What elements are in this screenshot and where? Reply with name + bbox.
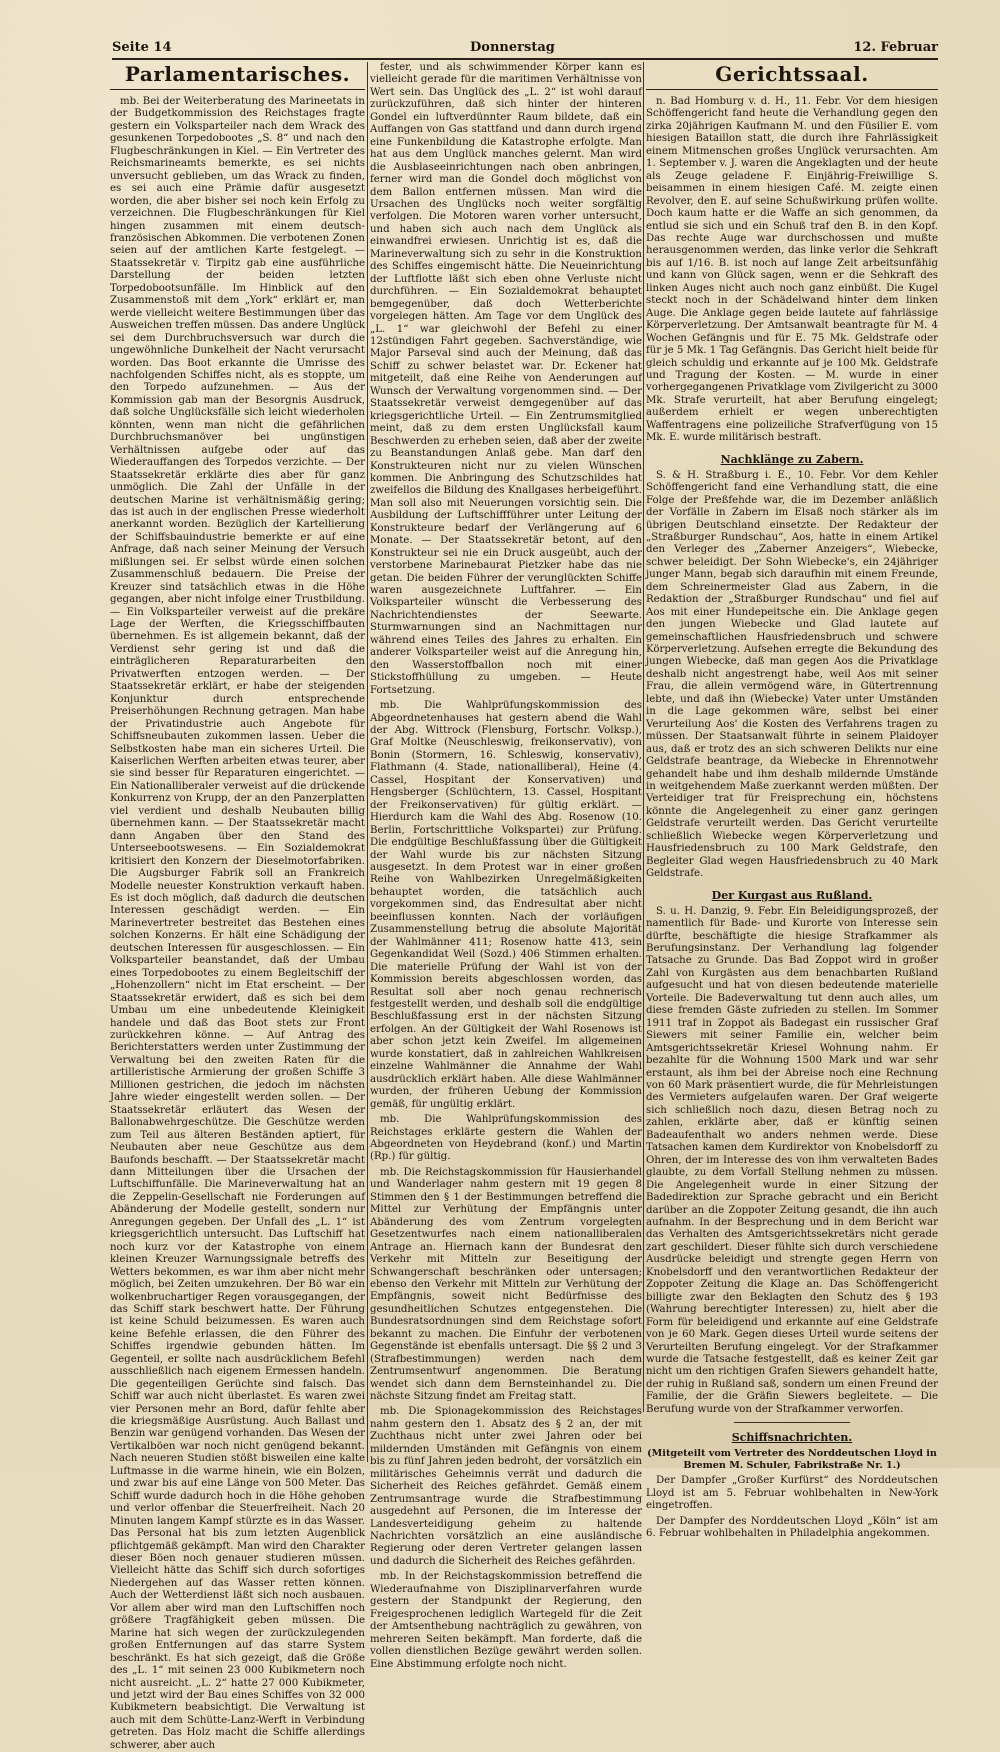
column-gerichtssaal [646, 62, 938, 1540]
article-text: S. & H. Straßburg i. E., 10. Febr. Vor dem Kehler Schöffengericht fand eine Verhandlung statt, die eine Folge der Preßfehde war, die im Dezember anläßlich der Vorfälle in Zabern im Elsaß noch stärker als im übrigen Deutschland einsetzte. Der Redakteur der „Straßburger Rundschau“, Aos, hatte in einem Artikel den Verleger des „Zaberner Anzeigers“, Wiebecke, schwer beleidigt. Der Sohn Wiebecke's, ein 24jähriger junger Mann, begab sich daraufhin mit einem Freunde, dem Schreinermeister Glad aus Zabern, in die Redaktion der „Straßburger Rundschau“ und fiel auf Aos mit einer Hundepeitsche ein. Die Anklage gegen den jungen Wiebecke und Glad lautete auf gemeinschaftlichen Hausfriedensbruch und schwere Körperverletzung. Aufsehen erregte die Bekundung des jungen Wiebecke, daß man gegen Aos die Privatklage deshalb nicht angestrengt habe, weil Aos mit seiner Frau, die allein vermögend wäre, in Gütertrennung lebte, und daß ihn (Wiebecke) Vater unter Umständen in die Lage gekommen wäre, selbst bei einer Verurteilung Aos' die Kosten des Verfahrens tragen zu müssen. Der Staatsanwalt führte in seinem Plaidoyer aus, daß er trotz des an sich schweren Delikts nur eine Geldstrafe beantrage, da Wiebecke in Ehrennotwehr gehandelt habe und ihm deshalb mildernde Umstände in weitgehendem Maße zuerkannt werden müßten. Der Verteidiger trat für Freisprechung ein, höchstens könnte die Angelegenheit zu einer ganz geringen Geldstrafe verurteilt werden. Das Gericht verurteilte schließlich Wiebecke wegen Körperverletzung und Hausfriedensbruch zu 100 Mark Geldstrafe, den Begleiter Glad wegen Hausfriedensbruch zu 40 Mark Geldstrafe. [646, 469, 938, 880]
section-title: Gerichtssaal. [646, 62, 938, 90]
article-text: mb. Bei der Weiterberatung des Marineetats in der Budgetkommission des Reichstages fragte gestern ein Volksparteiler nach dem Wrack des gesunkenen Torpedobootes „S. 8“ und nach den Flugbeschränkungen in Kiel. — Ein Vertreter des Reichsmarineamts bemerkte, es sei nichts unversucht geblieben, um das Wrack zu finden, es sei auch eine Prämie dafür ausgesetzt worden, die aber bisher sei noch kein Erfolg zu verzeichnen. Die Flugbeschränkungen für Kiel hingen zusammen mit einem deutsch-französischen Abkommen. Die verbotenen Zonen seien auf der amtlichen Karte festgelegt. — Staatssekretär v. Tirpitz gab eine ausführliche Darstellung der beiden letzten Torpedobootsunfälle. Im Hinblick auf den Zusammenstoß mit dem „York“ erklärt er, man werde vielleicht weitere Bestimmungen über das Ausweichen treffen müssen. Das andere Unglück sei dem Durchbruchsversuch war durch die ungewöhnliche Dunkelheit der Nacht verursacht worden. Das Boot erkannte die Umrisse des nachfolgenden Schiffes nicht, als es stoppte, um den Torpedo aufzunehmen. — Aus der Kommission gab man der Besorgnis Ausdruck, daß solche Unglücksfälle sich leicht wiederholen könnten, wenn man nicht die gefährlichen Durchbruchsmanöver bei ungünstigen Verhältnissen aufgebe oder auf das Wiederauffangen des Torpedos verzichte. — Der Staatssekretär erklärte dies aber für ganz unmöglich. Die Zahl der Unfälle in der deutschen Marine ist verhältnismäßig gering; das ist auch in der englischen Presse wiederholt anerkannt worden. Bezüglich der Kartellierung der Schiffsbauindustrie bemerkte er auf eine Anfrage, daß nach seiner Meinung der Versuch mißlungen sei. Er selbst würde einen solchen Zusammenschluß bedauern. Die Preise der Kreuzer sind tatsächlich etwas in die Höhe gegangen, aber nicht infolge einer Trustbildung. — Ein Volksparteiler verweist auf die prekäre Lage der Werften, die Kriegsschiffbauten übernehmen. Es ist allgemein bekannt, daß der Verdienst sehr gering ist und daß die einträglicheren Reparaturarbeiten den Privatwerften entzogen werden. — Der Staatssekretär erklärt, er habe der steigenden Konjunktur durch entsprechende Preiserhöhungen Rechnung getragen. Man habe der Privatindustrie auch Angebote für Schiffsneubauten zukommen lassen. Ueber die Selbstkosten habe man ein sicheres Urteil. Die Kaiserlichen Werften arbeiten etwas teurer, aber sie sind besser für Reparaturen eingerichtet. — Ein Nationalliberaler verweist auf die drückende Konkurrenz von Krupp, der an den Panzerplatten viel verdient und deshalb Neubauten billig übernehmen kann. — Der Staatssekretär macht dann Angaben über den Stand des Unterseebootswesens. — Ein Sozialdemokrat kritisiert den Konzern der Dieselmotorfabriken. Die Augsburger Fabrik soll an Frankreich Modelle neuester Konstruktion verkauft haben. Es ist doch möglich, daß dadurch die deutschen Interessen geschädigt werden. — Ein Marinevertreter bestreitet das Bestehen eines solchen Konzerns. Er hält eine Schädigung der deutschen Interessen für ausgeschlossen. — Ein Volksparteiler beanstandet, daß der Umbau eines Torpedobootes zu einem Begleitschiff der „Hohenzollern“ nicht im Etat erscheint. — Der Staatssekretär erwidert, daß es sich bei dem Umbau um eine unbedeutende Kleinigkeit handele und daß das Boot stets zur Front zurückkehren könne. — Auf Antrag des Berichterstatters werden unter Zustimmung der Verwaltung bei den zweiten Raten für die artilleristische Armierung der großen Schiffe 3 Millionen gestrichen, die jedoch im nächsten Jahre wieder eingestellt werden sollen. — Der Staatssekretär erläutert das Wesen der Ballonabwehrgeschütze. Die Geschütze werden zum Teil aus älteren Beständen aptiert, für Neubauten aber neue Geschütze aus dem Baufonds beschafft. — Der Staatssekretär macht dann Mitteilungen über die Ursachen der Luftschiffunfälle. Die Marineverwaltung hat an die Zeppelin-Gesellschaft nie Forderungen auf Abänderung der Modelle gestellt, sondern nur Anregungen gegeben. Der Unfall des „L. 1“ ist kriegsgerichtlich untersucht. Das Luftschiff hat noch kurz vor der Katastrophe von einem kleinen Kreuzer Warnungssignale betreffs des Wetters bekommen, es war ihm aber nicht mehr möglich, bei Zeiten umzukehren. Der Bö war ein wolkenbruchartiger Regen vorausgegangen, der das Schiff stark beschwert hatte. Der Führung ist keine Schuld beizumessen. Es waren auch keine Befehle erlassen, die den Führer des Schiffes irgendwie gebunden hätten. Im Gegenteil, er sollte nach ausdrücklichem Befehl ausschließlich nach eigenem Ermessen handeln. Die gegenteiligen Gerüchte sind falsch. Das Schiff war auch nicht überlastet. Es waren zwei vier Personen mehr an Bord, dafür fehlte aber die kriegsmäßige Ausrüstung. Auch Ballast und Benzin war genügend vorhanden. Das Wesen der Vertikalböen war noch nicht genügend bekannt. Nach neueren Studien stößt bisweilen eine kalte Luftmasse in die warme hinein, wie ein Bolzen, und zwar bis auf eine Länge von 500 Meter. Das Schiff wurde dadurch hoch in die Höhe gehoben und verlor offenbar die Steuerfreiheit. Nach 20 Minuten langem Kampf stürzte es in das Wasser. Das Personal hat bis zum letzten Augenblick pflichtgemäß gekämpft. Man wird den Charakter dieser Böen noch genauer studieren müssen. Vielleicht hätte das Schiff sich durch sofortiges Niedergehen auf das Wasser retten können. Auch der Wetterdienst läßt sich noch ausbauen. Vor allem aber wird man den Luftschiffen noch größere Tragfähigkeit geben müssen. Die Marine hat sich wegen der zurückzulegenden großen Entfernungen auf das starre System beschränkt. Es hat sich gezeigt, daß die Größe des „L. 1“ mit seinen 23 000 Kubikmetern noch nicht ausreicht. „L. 2“ hatte 27 000 Kubikmeter, und jetzt wird der Bau eines Schiffes von 32 000 Kubikmetern beabsichtigt. Die Verwaltung ist auch mit dem Schütte-Lanz-Werft in Verbindung getreten. Das Holz macht die Schiffe allerdings schwerer, aber auch [110, 96, 365, 1751]
article-text: mb. Die Wahlprüfungskommission des Abgeordnetenhauses hat gestern abend die Wahl der Abg. Wittrock (Flensburg, Fortschr. Volksp.), Graf Moltke (Neuschleswig, freikonservativ), von Bonin (Stormern, 16. Schleswig, konservativ), Flathmann (4. Stade, nationalliberal), Heine (4. Cassel, Hospitant der Konservativen) und Hengsberger (Schlüchtern, 13. Cassel, Hospitant der Freikonservativen) für gültig erklärt. — Hierdurch kam die Wahl des Abg. Rosenow (10. Berlin, Fortschrittliche Volkspartei) zur Prüfung. Die endgültige Beschlußfassung über die Gültigkeit der Wahl wurde bis zur nächsten Sitzung ausgesetzt. In dem Protest war in einer großen Reihe von Wahlbezirken Unregelmäßigkeiten behauptet worden, die tatsächlich auch vorgekommen sind, das Endresultat aber nicht beeinflussen konnten. Nach der vorläufigen Zusammenstellung betrug die absolute Majorität der Wahlmänner 411; Rosenow hatte 413, sein Gegenkandidat Weil (Sozd.) 406 Stimmen erhalten. Die materielle Prüfung der Wahl ist von der Kommission bereits abgeschlossen worden, das Resultat soll aber noch genau rechnerisch festgestellt werden, und deshalb soll die endgültige Beschlußfassung erst in der nächsten Sitzung erfolgen. An der Gültigkeit der Wahl Rosenows ist aber schon jetzt kein Zweifel. Im allgemeinen wurde konstatiert, daß in zahlreichen Wahlkreisen einzelne Wahlmänner die Annahme der Wahl ausdrücklich erklärt haben. Alle diese Wahlmänner wurden, der früheren Uebung der Kommission gemäß, für ungültig erklärt. [370, 700, 642, 1110]
article-text: mb. In der Reichstagskommission betreffend die Wiederaufnahme von Disziplinarverfahren wurde gestern der Standpunkt der Regierung, den Freigesprochenen lediglich Wartegeld für die Zeit der Amtsenthebung nachträglich zu gewähren, von mehreren Seiten bekämpft. Man forderte, daß die vollen dienstlichen Bezüge gewährt werden sollen. Eine Abstimmung erfolgte noch nicht. [370, 1571, 642, 1670]
issue-date: 12. Februar [853, 40, 938, 55]
subsection-note: (Mitgeteilt vom Vertreter des Norddeutschen Lloyd in Bremen M. Schuler, Fabrikstraße Nr. 1.) [647, 1448, 937, 1471]
column-parlamentarisches [110, 62, 365, 1751]
section-title: Parlamentarisches. [110, 62, 365, 90]
subsection-title: Nachklänge zu Zabern. [720, 452, 864, 466]
page-header [112, 32, 938, 60]
article-text: S. u. H. Danzig, 9. Febr. Ein Beleidigungsprozeß, der namentlich für Bade- und Kurorte von Interesse sein dürfte, beschäftigte die hiesige Strafkammer als Berufungsinstanz. Der Verhandlung lag folgender Tatsache zu Grunde. Das Bad Zoppot wird in großer Zahl von Kurgästen aus dem benachbarten Rußland aufgesucht und hat von diesen bedeutende materielle Vorteile. Die Badeverwaltung tut denn auch alles, um diese fremden Gäste zufrieden zu stellen. Im Sommer 1911 traf in Zoppot als Badegast ein russischer Graf Siewers mit seiner Familie ein, welcher beim Amtsgerichtssekretär Kriesel Wohnung nahm. Er bezahlte für die Wohnung 1500 Mark und war sehr erstaunt, als ihm bei der Abreise noch eine Rechnung von 60 Mark präsentiert wurde, die für Mehrleistungen des Vermieters aufgelaufen waren. Der Graf weigerte sich schließlich noch dazu, diesen Betrag noch zu zahlen, erklärte aber, daß er künftig seinen Badeaufenthalt wo anders nehmen werde. Diese Tatsachen kamen dem Kurdirektor von Knobelsdorff zu Ohren, der im Interesse des von ihm verwalteten Bades glaubte, zu dem Vorfall Stellung nehmen zu müssen. Die Angelegenheit wurde in einer Sitzung der Badedirektion zur Sprache gebracht und ein Bericht darüber an die Zoppoter Zeitung gesandt, die ihn auch aufnahm. In der Besprechung und in dem Bericht war das Verhalten des Amtsgerichtssekretärs nicht gerade zart geschildert. Dieser fühlte sich durch verschiedene Ausdrücke beleidigt und strengte gegen Herrn von Knobelsdorff und den verantwortlichen Redakteur der Zoppoter Zeitung die Klage an. Das Schöffengericht billigte zwar den Beklagten den Schutz des § 193 (Wahrung berechtigter Interessen) zu, hielt aber die Form für beleidigend und erkannte auf eine Geldstrafe von je 60 Mark. Gegen dieses Urteil wurde seitens der Verurteilten Berufung eingelegt. Vor der Strafkammer wurde die Tatsache festgestellt, daß es keiner Zeit gar nicht um den richtigen Grafen Siewers gehandelt hatte, der ruhig in Rußland saß, sondern um einen Freund der Familie, der die Gräfin Siewers begleitete. — Die Berufung wurde von der Strafkammer verworfen. [646, 905, 938, 1415]
article-text: mb. Die Spionagekommission des Reichstages nahm gestern den 1. Absatz des § 2 an, der mit Zuchthaus nicht unter zwei Jahren oder bei mildernden Umständen mit Gefängnis von einem bis zu fünf Jahren jeden bedroht, der vorsätzlich ein militärisches Geheimnis verrät und dadurch die Sicherheit des Reiches gefährdet. Gemäß einem Zentrumsantrage wurde die Strafbestimmung ausgedehnt auf Personen, die im Interesse der Landesverteidigung geheim zu haltende Nachrichten vorsätzlich an eine ausländische Regierung oder deren Vertreter gelangen lassen und dadurch die Sicherheit des Reiches gefährden. [370, 1406, 642, 1567]
page-number: Seite 14 [112, 40, 172, 55]
subsection-title: Schiffsnachrichten. [731, 1431, 853, 1445]
article-text: mb. Die Wahlprüfungskommission des Reichstages erklärte gestern die Wahlen der Abgeordneten von Heydebrand (konf.) und Martin (Rp.) für gültig. [370, 1114, 642, 1163]
article-text: n. Bad Homburg v. d. H., 11. Febr. Vor dem hiesigen Schöffengericht fand heute die Verhandlung gegen den zirka 20jährigen Kaufmann M. und den Füsilier E. vom hiesigen Bataillon statt, die durch ihre Fahrlässigkeit einem Mitmenschen großes Unglück verursachten. Am 1. September v. J. waren die Angeklagten und der heute als Zeuge geladene F. Einjährig-Freiwillige S. beisammen in einem hiesigen Café. M. zeigte einen Revolver, den E. auf seine Schußwirkung prüfen wollte. Doch kaum hatte er die Waffe an sich genommen, da entlud sie sich und ein Schuß traf den B. in den Kopf. Das rechte Auge war durchschossen und mußte herausgenommen werden, das linke verlor die Sehkraft bis auf 1/16. B. ist noch auf lange Zeit arbeitsunfähig und kann von Glück sagen, wenn er die Sehkraft des linken Auges nicht auch noch ganz einbüßt. Die Kugel steckt noch in der Schädelwand hinter dem linken Auge. Die Anklage gegen beide lautete auf fahrlässige Körperverletzung. Der Amtsanwalt beantragte für M. 4 Wochen Gefängnis und für E. 75 Mk. Geldstrafe oder für je 5 Mk. 1 Tag Gefängnis. Das Gericht hielt beide für gleich schuldig und erkannte auf je 100 Mk. Geldstrafe und Tragung der Kosten. — M. wurde in einer vorhergegangenen Privatklage vom Zivilgericht zu 3000 Mk. Strafe verurteilt, hat aber Berufung eingelegt; außerdem erhielt er wegen unberechtigten Waffentragens eine polizeiliche Strafverfügung von 15 Mk. E. wurde militärisch bestraft. [646, 96, 938, 444]
article-text: Der Dampfer „Großer Kurfürst“ des Norddeutschen Lloyd ist am 5. Februar wohlbehalten in New-York eingetroffen. [646, 1475, 938, 1512]
article-text: Der Dampfer des Norddeutschen Lloyd „Köln“ ist am 6. Februar wohlbehalten in Philadelphia angekommen. [646, 1515, 938, 1540]
article-text: mb. Die Reichstagskommission für Hausierhandel und Wanderlager nahm gestern mit 19 gegen 8 Stimmen den § 1 der Bestimmungen betreffend die Mittel zur Verhütung der Empfängnis unter Abänderung des vom Zentrum vorgelegten Gesetzentwurfes nach einem nationalliberalen Antrage an. Hiernach kann der Bundesrat den Verkehr mit Mitteln zur Beseitigung der Schwangerschaft beschränken oder untersagen; ebenso den Verkehr mit Mitteln zur Verhütung der Empfängnis, soweit nicht Bedürfnisse des gesundheitlichen Schutzes entgegenstehen. Die Bundesratsordnungen sind dem Reichstage sofort bekannt zu machen. Die Einfuhr der verbotenen Gegenstände ist ebenfalls untersagt. Die §§ 2 und 3 (Strafbestimmungen) werden nach dem Zentrumsentwurf angenommen. Die Beratung wendet sich dann dem Bernsteinhandel zu. Die nächste Sitzung findet am Freitag statt. [370, 1166, 642, 1403]
column-divider [367, 62, 368, 1462]
article-text: fester, und als schwimmender Körper kann es vielleicht gerade für die maritimen Verhältnisse von Wert sein. Das Unglück des „L. 2“ ist wohl darauf zurückzuführen, daß sich hinter der hinteren Gondel ein luftverdünnter Raum bildete, daß ein Auffangen von Gas stattfand und dann durch irgend eine Funkenbildung die Katastrophe erfolgte. Man hat aus dem Unglück manches gelernt. Man wird die Ausblaseeinrichtungen nach oben anbringen, ferner wird man die Gondel doch möglichst von dem Ballon entfernen müssen. Man wird die Ursachen des Unglücks noch weiter sorgfältig verfolgen. Die Motoren waren vorher untersucht, und haben sich auch nach dem Unglück als einwandfrei erwiesen. Unrichtig ist es, daß die Marineverwaltung sich zu sehr in die Konstruktion des Schiffes eingemischt hätte. Die Neueinrichtung der Luftflotte läßt sich eben ohne Verluste nicht durchführen. — Ein Sozialdemokrat behauptet bemgegenüber, daß doch Wetterberichte vorgelegen hätten. Am Tage vor dem Unglück des „L. 1“ war gleichwohl der Befehl zu einer 12stündigen Fahrt gegeben. Sachverständige, wie Major Parseval sind auch der Meinung, daß das Schiff zu schwer belastet war. Dr. Eckener hat mitgeteilt, daß eine Reihe von Aenderungen auf Wunsch der Verwaltung vorgenommen sind. — Der Staatssekretär verweist demgegenüber auf das kriegsgerichtliche Urteil. — Ein Zentrumsmitglied meint, daß zu dem ersten Unglücksfall kaum Beschwerden zu erheben seien, daß aber der zweite zu Beanstandungen Anlaß gebe. Man darf den Konstrukteuren nicht nur zu vielen Wünschen kommen. Die Anbringung des Schutzschildes hat zweifellos die Bildung des Knallgases herbeigeführt. Man soll also mit Neuerungen vorsichtig sein. Die Ausbildung der Luftschiffführer unter Leitung der Konstrukteure bedarf der Verlängerung auf 6 Monate. — Der Staatssekretär betont, auf den Konstrukteur sei nie ein Druck ausgeübt, auch der verstorbene Marinebaurat Pietzker habe das nie getan. Die beiden Führer der verunglückten Schiffe waren ausgezeichnete Luftfahrer. — Ein Volksparteiler wünscht die Verbesserung des Nachrichtendienstes der Seewarte. Sturmwarnungen sind an Nachmittagen nur während eines Teiles des Jahres zu erhalten. Ein anderer Volksparteiler weist auf die Anregung hin, den Wasserstoffballon noch mit einer Stickstoffhüllung zu umgeben. — Heute Fortsetzung. [370, 62, 642, 696]
weekday: Donnerstag [470, 40, 555, 55]
column-middle [370, 62, 642, 1670]
column-divider [643, 62, 644, 1412]
divider [734, 1422, 851, 1423]
subsection-title: Der Kurgast aus Rußland. [711, 888, 873, 902]
